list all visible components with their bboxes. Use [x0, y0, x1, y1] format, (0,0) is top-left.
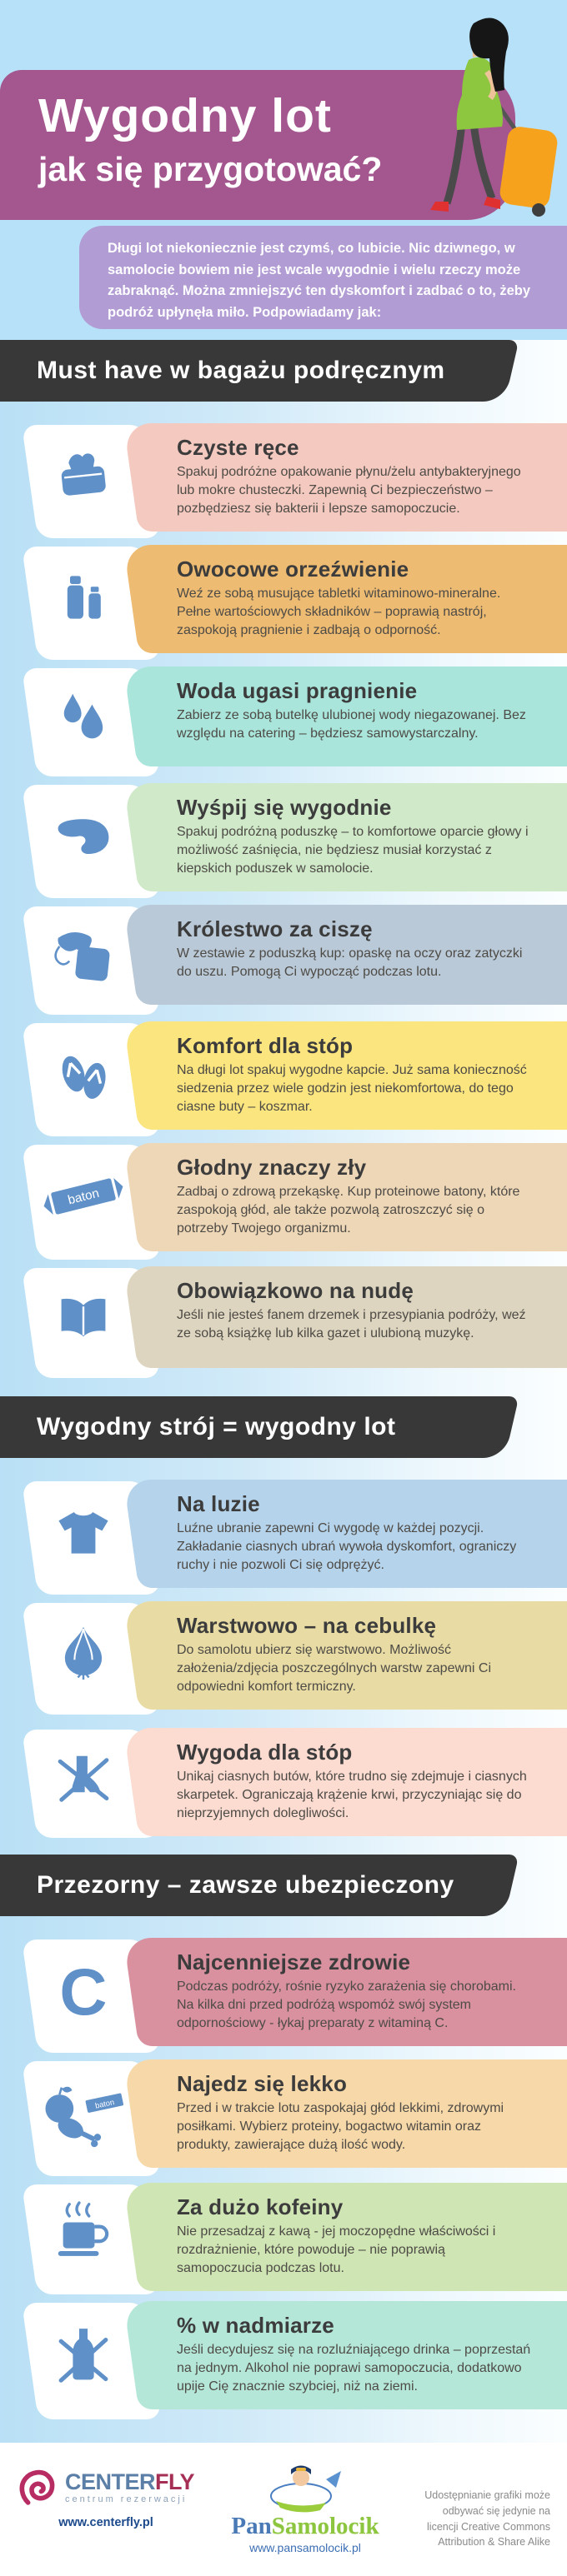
card-title: Woda ugasi pragnienie — [176, 678, 418, 703]
card-title: Owocowe orzeźwienie — [176, 557, 409, 582]
card-na-luzie — [0, 1480, 567, 1585]
header — [0, 0, 567, 340]
svg-text:C: C — [59, 1954, 108, 2029]
section-banner-wygodny-stroj — [0, 1396, 567, 1458]
card-komfort-dla-stop — [0, 1021, 567, 1126]
card-title: Najedz się lekko — [176, 2071, 348, 2096]
intro-box — [79, 226, 567, 329]
suitcase-wheel — [532, 203, 545, 217]
svg-text:baton: baton — [94, 2098, 115, 2110]
page-subtitle: jak się przygotować? — [38, 150, 383, 188]
card-text: Jeśli nie jesteś fanem drzemek i przesypiania podróży, weź ze sobą książkę lub kilka gazet i ulubioną muzykę. — [176, 1308, 526, 1341]
card-title: Na luzie — [176, 1491, 260, 1516]
card-title: Wyśpij się wygodnie — [176, 795, 392, 820]
card-title: Komfort dla stóp — [176, 1033, 354, 1058]
wet-wipes-icon — [33, 423, 133, 528]
card-text: Jeśli decydujesz się na rozluźniającego drinka – poprzestań na jednym. Alkohol nie poprawi samopoczucia, dodatkowo upije Cię znacznie szybciej, niż na ziemi. — [176, 2343, 531, 2394]
water-drops-icon — [33, 666, 133, 766]
card-text: Luźne ubranie zapewni Ci wygodę w każdej pozycji. Zakładanie ciasnych ubrań wywoła dyskomfort, ograniczy ruchy i nie pozwoli Ci się odprężyć. — [176, 1521, 517, 1573]
card-title: Głodny znaczy zły — [176, 1155, 367, 1180]
card-na-nude — [0, 1266, 567, 1368]
card-procent-w-nadmiarze — [0, 2301, 567, 2409]
pilot-plane-icon — [205, 2464, 405, 2518]
card-text: Weź ze sobą musujące tabletki witaminowo-mineralne. Pełne wartościowych składników – poprawią nastrój, zaspokoją pragnienie i zadbają o odporność. — [176, 587, 501, 638]
no-high-heels-icon — [33, 1728, 133, 1828]
centerfly-name: CENTERFLY — [65, 2469, 195, 2494]
coffee-cup-icon — [33, 2183, 133, 2284]
centerfly-spiral-icon — [15, 2464, 62, 2511]
card-wyspij-sie — [0, 783, 567, 888]
pansamolocik-url[interactable]: www.pansamolocik.pl — [249, 2541, 361, 2554]
card-najcenniejsze-zdrowie — [0, 1938, 567, 2043]
card-title: Czyste ręce — [176, 435, 299, 460]
section-banner-przezorny — [0, 1855, 567, 1916]
card-text: Nie przesadzaj z kawą - jej moczopędne właściwości i rozdrażnienie, które powoduje – nie poprawią samopoczucia podczas lotu. — [176, 2224, 496, 2276]
card-text: Podczas podróży, rośnie ryzyko zarażenia się chorobami. Na kilka dni przed podróżą wspomóż swój system odpornościowy - łykaj preparaty z witaminą C. — [176, 1979, 516, 2031]
card-title: Królestwo za ciszę — [176, 916, 373, 941]
card-warstwowo — [0, 1601, 567, 1705]
leg — [474, 123, 492, 198]
card-woda — [0, 666, 567, 766]
card-text: Zabierz ze sobą butelkę ulubionej wody niegazowanej. Bez względu na catering – będziesz samowystarczalny. — [176, 708, 526, 741]
card-title: Najcenniejsze zdrowie — [176, 1949, 411, 1974]
card-text: Przed i w trakcie lotu zaspokajaj głód lekkimi, zdrowymi posiłkami. Wybierz proteiny, bogactwo witamin oraz produkty, zawierające dużą ilość wody. — [176, 2101, 504, 2153]
card-title: Obowiązkowo na nudę — [176, 1278, 414, 1303]
centerfly-url[interactable]: www.centerfly.pl — [58, 2516, 153, 2529]
card-title: % w nadmiarze — [176, 2313, 334, 2338]
card-krolestwo-za-cisze — [0, 905, 567, 1005]
red-shoe — [430, 202, 449, 212]
card-owocowe-orzezwienie — [0, 545, 567, 650]
flip-flops-icon — [33, 1021, 133, 1126]
t-shirt-icon — [33, 1480, 133, 1585]
onion-icon — [33, 1601, 133, 1705]
vitamin-c-icon — [33, 1938, 133, 2043]
centerfly-subtitle: centrum rezerwacji — [65, 2494, 188, 2504]
card-wygoda-dla-stop — [0, 1728, 567, 1828]
open-book-icon — [33, 1266, 133, 1368]
card-title: Warstwowo – na cebulkę — [176, 1613, 437, 1638]
protein-bar-icon — [33, 1143, 133, 1250]
travel-pillow-icon — [33, 783, 133, 888]
eye-mask-icon — [33, 905, 133, 1005]
traveler-woman-illustration — [389, 10, 565, 220]
section-title: Must have w bagażu podręcznym — [37, 357, 445, 384]
card-za-duzo-kofeiny — [0, 2183, 567, 2284]
card-text: Spakuj podróżne opakowanie płynu/żelu antybakteryjnego lub mokre chusteczki. Zapewnią Ci bezpieczeństwo – pozbędziesz się bakterii i lepsze samopoczucie. — [176, 465, 521, 517]
section-banner-must-have — [0, 340, 567, 402]
no-alcohol-icon — [33, 2301, 133, 2409]
card-text: Do samolotu ubierz się warstwowo. Możliwość założenia/zdjęcia poszczególnych warstw zapewni Ci odpowiedni komfort termiczny. — [176, 1643, 492, 1695]
pansamolocik-logo[interactable] — [205, 2464, 405, 2554]
leg — [447, 123, 462, 203]
content — [0, 340, 567, 2443]
centerfly-logo[interactable] — [15, 2464, 197, 2529]
page-title: Wygodny lot — [38, 89, 332, 142]
red-shoe — [484, 197, 500, 209]
card-title: Za dużo kofeiny — [176, 2194, 344, 2219]
card-text: Zadbaj o zdrową przekąskę. Kup proteinowe batony, które zaspokoją głód, ale także pozwolą zatroszczyć się o potrzeby Twojego organizmu. — [176, 1185, 520, 1236]
section-title: Wygodny strój = wygodny lot — [37, 1413, 396, 1440]
vitamin-bottles-icon — [33, 545, 133, 650]
svg-text:baton: baton — [66, 1186, 101, 1208]
suitcase — [499, 125, 559, 209]
card-text: Unikaj ciasnych butów, które trudno się zdejmuje i ciasnych skarpetek. Ograniczają krążenie krwi, przyczyniając się do nieprzyjemnych dolegliwości. — [176, 1770, 527, 1821]
card-title: Wygoda dla stóp — [176, 1740, 353, 1765]
card-czyste-rece — [0, 423, 567, 528]
card-text: W zestawie z poduszką kup: opaskę na oczy oraz zatyczki do uszu. Pomogą Ci wypocząć podczas lotu. — [176, 946, 523, 980]
card-glodny-znaczy-zly — [0, 1143, 567, 1250]
license-text: Udostępnianie grafiki może odbywać się jedynie na licencji Creative Commons Attribution & Share Alike — [424, 2489, 550, 2549]
footer — [0, 2443, 567, 2576]
section-title: Przezorny – zawsze ubezpieczony — [37, 1871, 454, 1899]
card-text: Na długi lot spakuj wygodne kapcie. Już sama konieczność siedzenia przez wiele godzin jest niekomfortowa, do tego ciasne buty – koszmar. — [176, 1063, 527, 1115]
pansamolocik-name: PanSamolocik — [231, 2513, 379, 2539]
intro-text: Długi lot niekoniecznie jest czymś, co lubicie. Nic dziwnego, w samolocie bowiem nie jest wcale wygodnie i wielu rzeczy może zabraknąć. Można zmniejszyć ten dyskomfort i zadbać o to, żeby podróż upłynęła miło. Podpowiadamy jak: — [108, 241, 531, 320]
card-text: Spakuj podróżną poduszkę – to komfortowe oparcie głowy i możliwość zaśnięcia, nie będziesz musiał korzystać z kiepskich poduszek w samolocie. — [176, 825, 529, 876]
light-meal-icon — [33, 2059, 133, 2166]
card-najedz-sie-lekko — [0, 2059, 567, 2166]
